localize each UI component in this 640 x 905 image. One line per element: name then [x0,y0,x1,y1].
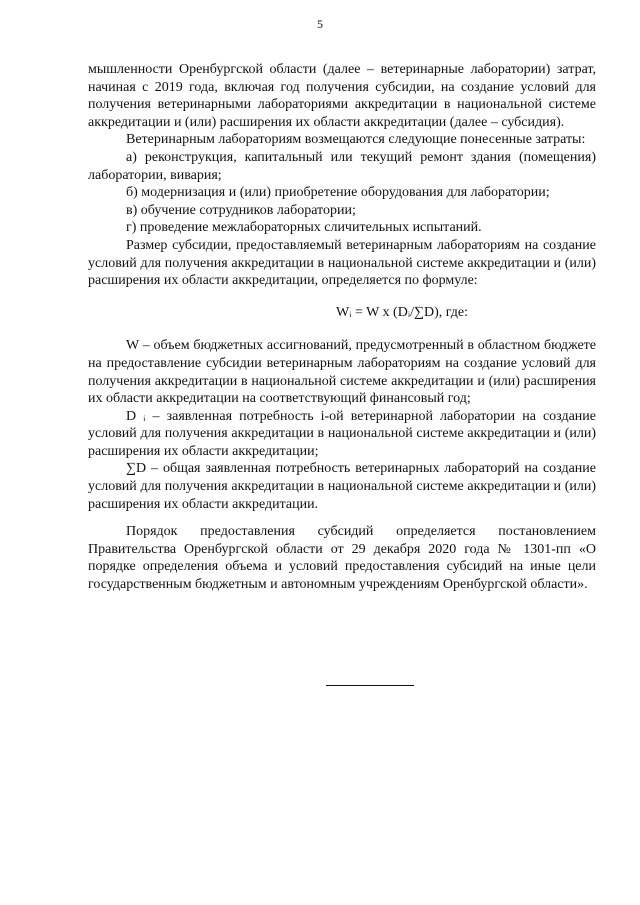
end-separator-line [326,685,414,686]
definition-di: D ᵢ – заявленная потребность i-ой ветеринарной лаборатории на создание условий для получения аккредитации в национальной системе аккредитации и (или) расширения их области аккредитации; [88,408,596,459]
list-item-c: в) обучение сотрудников лаборатории; [126,202,356,218]
page-number: 5 [317,17,323,31]
list-item-b: б) модернизация и (или) приобретение оборудования для лаборатории; [126,185,550,201]
paragraph-procedure: Порядок предоставления субсидий определяется постановлением Правительства Оренбургской области от 29 декабря 2020 года № 1301-пп «О порядке определения объема и условий предоставления субсидий на иные цели государственным бюджетным и автономным учреждениям Оренбургской области». [88,524,596,593]
definition-sum-d: ∑D – общая заявленная потребность ветеринарных лабораторий на создание условий для получения аккредитации в национальной системе аккредитации и (или) расширения их области аккредитации. [88,461,596,512]
formula: Wᵢ = W x (Dᵢ/∑D), где: [335,304,469,320]
paragraph-costs: Ветеринарным лабораториям возмещаются следующие понесенные затраты: [126,132,586,148]
definition-w: W – объем бюджетных ассигнований, предусмотренный в областном бюджете на предоставление субсидии ветеринарным лабораториям на создание условий для получения аккредитации в национальной системе аккредитации и (или) расширения их области аккредитации на соответствующий финансовый год; [88,338,596,407]
list-item-d: г) проведение межлабораторных сличительных испытаний. [126,220,482,236]
document-body [88,61,596,594]
paragraph-subsidy-size: Размер субсидии, предоставляемый ветеринарным лабораториям на создание условий для получения аккредитации в национальной системе аккредитации и (или) расширения их области аккредитации, определяется по формуле: [88,237,596,289]
list-item-a: а) реконструкция, капитальный или текущий ремонт здания (помещения) лаборатории, вивария; [88,149,596,183]
paragraph-intro: мышленности Оренбургской области (далее – ветеринарные лаборатории) затрат, начиная с 2019 года, включая год получения субсидии, на создание условий для получения ветеринарными лабораториями аккредитации в национальной системе аккредитации и (или) расширения их области аккредитации (далее – субсидия). [88,62,596,130]
